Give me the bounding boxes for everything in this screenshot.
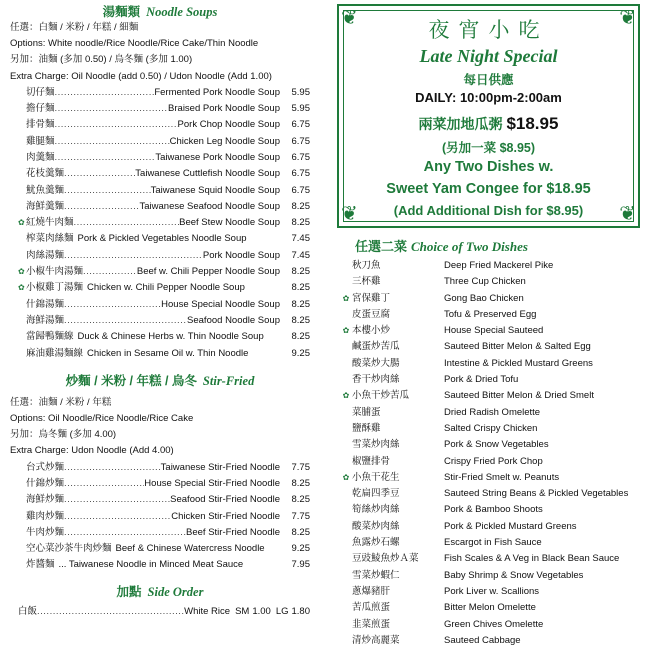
dish-name-cn: 豆豉鯪魚炒Ａ菜 [352, 553, 419, 565]
item-name-cn: 麻油雞湯麵線 [26, 347, 84, 359]
item-price: 6.75 [291, 119, 310, 131]
menu-item-row [18, 85, 310, 101]
leader-dots [64, 509, 171, 525]
flower-mark-icon [340, 437, 352, 453]
special-promo-cn [339, 114, 638, 134]
special-daily-cn: 每日供應 [463, 73, 514, 87]
corner-ornament-icon: ❦ [619, 7, 636, 29]
flower-mark-icon [340, 307, 352, 323]
item-name-cn: 什錦炒麵 [26, 477, 65, 489]
item-name-en: Chicken Leg Noodle Soup [169, 135, 280, 147]
item-name-en: Seafood Stir-Fried Noodle [170, 494, 280, 506]
item-name-cn: 台式炒麵 [26, 461, 65, 473]
leader-dots [64, 166, 135, 182]
dish-name-cn: 椒鹽排骨 [352, 455, 391, 467]
dish-name-cn: 秋刀魚 [352, 260, 381, 271]
item-name-cn: 當歸鴨麵線 [26, 331, 74, 343]
dish-name-en: Sauteed String Beans & Pickled Vegetables [444, 488, 629, 500]
leader-dots [55, 150, 156, 166]
menu-item-row [18, 199, 310, 215]
leader-dots [64, 492, 170, 508]
special-promo-en-1: Any Two Dishes w. [423, 159, 554, 175]
dish-item-row [340, 502, 645, 518]
leader-dots [74, 215, 180, 231]
item-name-en: Beef & Chinese Watercress Noodle [115, 543, 265, 555]
dish-name-en: Dried Radish Omelette [444, 406, 541, 418]
noodle-soups-heading [10, 4, 310, 20]
item-name-en: Taiwanese Seafood Noodle Soup [139, 200, 280, 212]
item-price: 7.45 [291, 249, 310, 261]
dish-item-row [340, 486, 645, 502]
menu-item-row [18, 313, 310, 329]
item-name-cn: 肉絲湯麵 [26, 249, 65, 261]
stir-fried-choice: 任選：油麵 / 米粉 / 年糕 [10, 396, 112, 408]
dish-item-row [340, 600, 645, 616]
sm-price: 1.00 [252, 605, 271, 617]
dish-item-row [340, 307, 645, 323]
dish-item-row [340, 617, 645, 633]
dish-name-en: Pork & Dried Tofu [444, 374, 519, 386]
dish-name-cn: 雪菜炒蝦仁 [352, 569, 400, 581]
menu-item-row [18, 166, 310, 182]
dish-name-en: Green Chives Omelette [444, 618, 544, 630]
dish-name-en: Stir-Fried Smelt w. Peanuts [444, 471, 560, 483]
item-price: 5.95 [291, 86, 310, 98]
two-dishes-heading [355, 236, 645, 255]
flower-mark-icon [340, 339, 352, 355]
flower-mark-icon [340, 617, 352, 633]
flower-mark-icon [340, 600, 352, 616]
dish-item-row [340, 258, 645, 274]
dish-name-cn: 菜脯蛋 [352, 406, 381, 418]
dish-item-row [340, 323, 645, 339]
item-price: 7.75 [291, 510, 310, 522]
dish-name-cn: 小魚干花生 [352, 471, 400, 483]
menu-item-row [18, 215, 310, 231]
special-promo-en-2: Sweet Yam Congee for $18.95 [386, 181, 591, 197]
dish-item-row [340, 291, 645, 307]
dish-item-row [340, 372, 645, 388]
item-price: 8.25 [291, 477, 310, 489]
item-name-en: Pork & Pickled Vegetables Noodle Soup [77, 233, 247, 245]
item-price: 8.25 [291, 282, 310, 294]
item-price: 8.25 [291, 266, 310, 278]
dish-name-cn: 韭菜煎蛋 [352, 618, 391, 630]
menu-item-row [18, 329, 310, 345]
dish-item-row [340, 421, 645, 437]
dish-name-cn: 皮蛋豆腐 [352, 308, 391, 320]
item-name-cn: 雞腿麵 [26, 135, 55, 147]
item-price: 8.25 [291, 217, 310, 229]
leader-dots [83, 264, 137, 280]
dish-item-row [340, 437, 645, 453]
item-name-cn: 魷魚羹麵 [26, 184, 65, 196]
leader-dots [64, 476, 144, 492]
lg-price: 1.80 [291, 605, 310, 617]
flower-mark-icon: ✿ [342, 391, 350, 401]
item-price: 7.45 [291, 233, 310, 245]
item-name-en: Seafood Noodle Soup [187, 314, 280, 326]
leader-dots [55, 134, 170, 150]
menu-item-row [18, 248, 310, 264]
dish-name-en: Salted Crispy Chicken [444, 422, 538, 434]
menu-item-row [18, 541, 310, 557]
item-name-en: House Special Noodle Soup [161, 298, 280, 310]
dish-name-en: Intestine & Pickled Mustard Greens [444, 357, 593, 369]
dish-name-en: Bitter Melon Omelette [444, 602, 536, 614]
menu-item-row [18, 231, 310, 247]
menu-item-row [18, 492, 310, 508]
noodle-soups-title-en: Noodle Soups [146, 5, 218, 19]
item-name-cn: 排骨麵 [26, 119, 55, 131]
dish-item-row [340, 274, 645, 290]
stir-fried-title-en: Stir-Fried [202, 373, 255, 388]
corner-ornament-icon: ❦ [341, 203, 358, 225]
dish-name-cn: 酸菜炒大腸 [352, 357, 400, 369]
side-order-title-en: Side Order [147, 584, 204, 599]
leader-dots [64, 248, 203, 264]
noodle-soups-choice: 任選：白麵 / 米粉 / 年糕 / 細麵 [10, 22, 139, 33]
menu-item-row [18, 280, 310, 296]
stir-fried-extra-cn: 另加：烏冬麵 (多加 4.00) [10, 429, 117, 441]
flower-mark-icon [340, 551, 352, 567]
leader-dots [64, 199, 139, 215]
item-price: 9.25 [291, 347, 310, 359]
dish-name-en: Pork & Pickled Mustard Greens [444, 520, 577, 532]
dish-name-cn: 三杯雞 [352, 276, 381, 288]
flower-mark-icon: ✿ [342, 472, 350, 482]
flower-mark-icon: ✿ [18, 283, 25, 293]
dish-name-cn: 雪菜炒肉絲 [352, 439, 400, 451]
flower-mark-icon [340, 519, 352, 535]
item-price: 6.75 [291, 168, 310, 180]
dish-name-en: Pork & Snow Vegetables [444, 439, 549, 451]
menu-item-row [18, 264, 310, 280]
item-name-cn: 海鮮羹麵 [26, 200, 65, 212]
dish-item-row [340, 519, 645, 535]
item-name-cn: 空心菜沙茶牛肉炒麵 [26, 543, 112, 555]
dish-item-row [340, 568, 645, 584]
noodle-soups-extra-en: Extra Charge: Oil Noodle (add 0.50) / Udon Noodle (Add 1.00) [10, 70, 272, 82]
item-price: 6.75 [291, 135, 310, 147]
item-name-cn: 榨菜肉絲麵 [26, 233, 74, 245]
leader-dots [64, 525, 186, 541]
two-dishes-title-cn: 任選二菜 [355, 239, 408, 254]
dish-item-row [340, 388, 645, 404]
dish-name-en: Sauteed Bitter Melon & Salted Egg [444, 341, 591, 353]
dish-name-cn: 宮保雞丁 [352, 292, 391, 304]
item-price: 8.25 [291, 314, 310, 326]
dish-item-row [340, 551, 645, 567]
item-name-en: Pork Chop Noodle Soup [177, 119, 280, 131]
menu-item-row [18, 509, 310, 525]
leader-dots [64, 460, 161, 476]
stir-fried-options: Options: Oil Noodle/Rice Noodle/Rice Cake [10, 413, 194, 425]
dish-name-en: Crispy Fried Pork Chop [444, 455, 543, 467]
noodle-soups-title-cn: 湯麵類 [102, 5, 141, 19]
item-name-cn: 小椒牛肉湯麵 [26, 266, 84, 278]
item-name-en: Braised Pork Noodle Soup [168, 103, 280, 115]
flower-mark-icon [340, 584, 352, 600]
item-price: 5.95 [291, 103, 310, 115]
menu-item-row [18, 134, 310, 150]
item-name-en: Chicken Stir-Fried Noodle [171, 510, 280, 522]
item-name-cn: 什錦湯麵 [26, 298, 65, 310]
item-name-cn: 紅燒牛肉麵 [26, 217, 74, 229]
item-name-cn: 海鮮炒麵 [26, 494, 65, 506]
side-order-heading [10, 584, 310, 600]
dish-name-en: Sauteed Cabbage [444, 634, 521, 646]
side-order-item-cn: 白飯 [18, 605, 38, 617]
dish-name-en: Fish Scales & A Veg in Black Bean Sauce [444, 553, 620, 565]
item-name-cn: 肉羹麵 [26, 152, 55, 163]
item-name-en: ... Taiwanese Noodle in Minced Meat Sauce [58, 559, 244, 571]
stir-fried-heading [10, 373, 310, 389]
flower-mark-icon: ✿ [18, 218, 25, 228]
dish-name-en: Three Cup Chicken [444, 276, 526, 288]
leader-dots [55, 117, 178, 133]
item-name-en: Taiwanese Pork Noodle Soup [155, 152, 280, 163]
sm-label: SM [235, 605, 250, 617]
item-name-cn: 小椒雞丁湯麵 [26, 282, 84, 294]
item-name-cn: 花枝羹麵 [26, 168, 65, 180]
late-night-special-box [337, 4, 640, 228]
stir-fried-list [10, 460, 310, 574]
left-column [10, 4, 310, 620]
item-name-en: Chicken in Sesame Oil w. Thin Noodle [87, 347, 249, 359]
dish-item-row [340, 535, 645, 551]
dish-name-cn: 小魚干炒苦瓜 [352, 390, 410, 402]
dish-name-en: Pork & Bamboo Shoots [444, 504, 543, 516]
flower-mark-icon [340, 258, 352, 274]
dish-name-cn: 苦瓜煎蛋 [352, 602, 391, 614]
flower-mark-icon [340, 274, 352, 290]
item-name-en: House Special Stir-Fried Noodle [144, 477, 280, 489]
menu-item-row [18, 476, 310, 492]
item-price: 8.25 [291, 298, 310, 310]
item-price: 7.75 [291, 461, 310, 473]
dish-item-row [340, 584, 645, 600]
dish-name-cn: 香干炒肉絲 [352, 374, 400, 386]
dish-name-en: Pork Liver w. Scallions [444, 585, 540, 597]
dish-name-en: Sauteed Bitter Melon & Dried Smelt [444, 390, 594, 402]
item-name-en: Taiwanese Squid Noodle Soup [150, 184, 280, 196]
dish-item-row [340, 633, 645, 649]
dish-name-en: Deep Fried Mackerel Pike [444, 260, 554, 271]
item-name-en: Beef w. Chili Pepper Noodle Soup [136, 266, 280, 278]
dish-item-row [340, 470, 645, 486]
noodle-soups-extra-cn: 另加：油麵 (多加 0.50) / 烏冬麵 (多加 1.00) [10, 54, 193, 66]
item-price: 7.95 [291, 559, 310, 571]
item-name-en: Taiwanese Cuttlefish Noodle Soup [135, 168, 280, 180]
flower-mark-icon [340, 568, 352, 584]
leader-dots [37, 604, 184, 620]
menu-item-row [18, 525, 310, 541]
flower-mark-icon [340, 356, 352, 372]
flower-mark-icon [340, 502, 352, 518]
lg-label: LG [275, 605, 289, 617]
flower-mark-icon: ✿ [342, 293, 350, 303]
dish-item-row [340, 454, 645, 470]
leader-dots [55, 85, 155, 101]
dish-name-cn: 酸菜炒肉絲 [352, 520, 400, 532]
item-name-en: Duck & Chinese Herbs w. Thin Noodle Soup [77, 331, 264, 343]
menu-item-row [18, 460, 310, 476]
item-name-cn: 切仔麵 [26, 86, 55, 98]
special-hours: DAILY: 10:00pm-2:00am [415, 90, 562, 105]
dish-name-cn: 鹽酥雞 [352, 422, 381, 434]
item-name-en: Chicken w. Chili Pepper Noodle Soup [87, 282, 245, 294]
flower-mark-icon [340, 372, 352, 388]
corner-ornament-icon: ❦ [341, 7, 358, 29]
flower-mark-icon: ✿ [18, 267, 25, 277]
dish-name-en: House Special Sauteed [444, 325, 544, 337]
dish-name-cn: 鹹蛋炒苦瓜 [352, 341, 400, 353]
leader-dots [55, 101, 169, 117]
dish-name-cn: 蔥爆豬肝 [352, 585, 391, 597]
stir-fried-title-cn: 炒麵 / 米粉 / 年糕 / 烏冬 [65, 373, 197, 388]
dish-name-cn: 筍絲炒肉絲 [352, 504, 400, 516]
item-price: 8.25 [291, 200, 310, 212]
leader-dots [64, 297, 161, 313]
item-name-cn: 海鮮湯麵 [26, 314, 65, 326]
side-order-row [10, 604, 310, 620]
item-price: 9.25 [291, 543, 310, 555]
special-title-cn: 夜宵小吃 [428, 18, 549, 42]
item-name-en: Beef Stew Noodle Soup [179, 217, 280, 229]
menu-item-row [18, 557, 310, 573]
item-name-en: Pork Noodle Soup [202, 249, 280, 261]
dish-name-en: Tofu & Preserved Egg [444, 308, 537, 320]
two-dishes-title-en: Choice of Two Dishes [411, 239, 528, 254]
flower-mark-icon [340, 486, 352, 502]
dish-name-cn: 清炒高麗菜 [352, 634, 400, 646]
item-price: 6.75 [291, 152, 310, 163]
dish-name-en: Escargot in Fish Sauce [444, 537, 542, 549]
menu-item-row [18, 117, 310, 133]
two-dishes-list [340, 258, 645, 649]
flower-mark-icon [340, 633, 352, 649]
menu-item-row [18, 150, 310, 166]
dish-name-en: Gong Bao Chicken [444, 292, 524, 304]
dish-item-row [340, 405, 645, 421]
noodle-soups-options: Options: White noodle/Rice Noodle/Rice Cake/Thin Noodle [10, 38, 259, 50]
menu-item-row [18, 101, 310, 117]
item-price: 8.25 [291, 526, 310, 538]
stir-fried-extra-en: Extra Charge: Udon Noodle (Add 4.00) [10, 445, 174, 457]
item-name-cn: 擔仔麵 [26, 103, 55, 115]
menu-item-row [18, 346, 310, 362]
side-order-item-en: White Rice [184, 605, 231, 617]
special-promo-cn-extra: (另加一菜 $8.95) [441, 141, 536, 155]
item-price: 6.75 [291, 184, 310, 196]
dish-item-row [340, 339, 645, 355]
flower-mark-icon: ✿ [342, 326, 350, 336]
leader-dots [64, 183, 151, 199]
special-title-en: Late Night Special [419, 46, 558, 66]
item-name-cn: 炸醬麵 [26, 559, 55, 571]
corner-ornament-icon: ❦ [619, 203, 636, 225]
item-price: 8.25 [291, 331, 310, 343]
dish-item-row [340, 356, 645, 372]
dish-name-cn: 乾扁四季豆 [352, 488, 400, 500]
item-name-en: Taiwanese Stir-Fried Noodle [160, 461, 280, 473]
flower-mark-icon [340, 405, 352, 421]
item-price: 8.25 [291, 494, 310, 506]
side-order-title-cn: 加點 [116, 584, 142, 599]
item-name-cn: 雞肉炒麵 [26, 510, 65, 522]
promo-cn-text: 兩菜加地瓜粥 [418, 116, 503, 132]
flower-mark-icon [340, 454, 352, 470]
leader-dots [64, 313, 187, 329]
item-name-en: Fermented Pork Noodle Soup [154, 86, 280, 98]
item-name-cn: 牛肉炒麵 [26, 526, 65, 538]
flower-mark-icon [340, 421, 352, 437]
dish-name-cn: 本樓小炒 [352, 325, 391, 337]
dish-name-en: Baby Shrimp & Snow Vegetables [444, 569, 584, 581]
item-name-en: Beef Stir-Fried Noodle [186, 526, 280, 538]
promo-price: $18.95 [506, 114, 559, 133]
dish-name-cn: 魚露炒石螺 [352, 537, 400, 549]
special-promo-en-3: (Add Additional Dish for $8.95) [393, 203, 584, 218]
menu-item-row [18, 183, 310, 199]
menu-item-row [18, 297, 310, 313]
flower-mark-icon [340, 535, 352, 551]
noodle-soups-list [10, 85, 310, 362]
